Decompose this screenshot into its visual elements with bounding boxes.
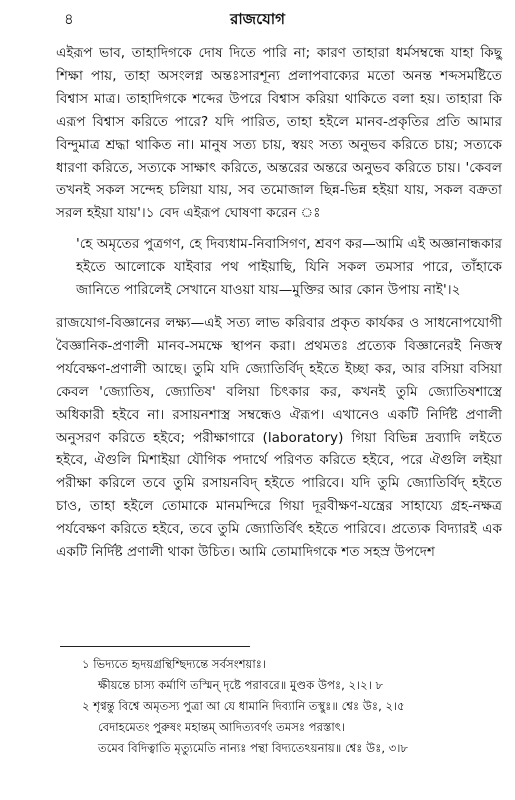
- main-text: [56, 42, 502, 572]
- footnote-2-line-1: ২ শৃণ্বন্তু বিশ্বে অমৃতস্য পুত্রা আ যে ধামানি দিব্যানি তস্থুঃ॥ শ্বেঃ উঃ, ২।৫: [82, 699, 405, 713]
- paragraph-3: রাজযোগ-বিজ্ঞানের লক্ষ্য—এই সত্য লাভ করিবার প্রকৃত কার্যকর ও সাধনোপযোগী বৈজ্ঞানিক-প্রণালী মানব-সমক্ষে স্থাপন করা। প্রথমতঃ প্রত্যেক বিজ্ঞানেরই নিজস্ব পর্যবেক্ষণ-প্রণালী আছে। তুমি যদি জ্যোতির্বিদ্ হইতে ইচ্ছা কর, আর বসিয়া বসিয়া কেবল 'জ্যোতিষ, জ্যোতিষ' বলিয়া চিৎকার কর, কখনই তুমি জ্যোতিষশাস্ত্রে অধিকারী হইবে না। রসায়নশাস্ত্র সম্বন্ধেও ঐরূপ। এখানেও একটি নির্দিষ্ট প্রণালী অনুসরণ করিতে হইবে; পরীক্ষাগারে (laboratory) গিয়া বিভিন্ন দ্রব্যাদি লইতে হইবে, ঐগুলি মিশাইয়া যৌগিক পদার্থে পরিণত করিতে হইবে, পরে ঐগুলি লইয়া পরীক্ষা করিলে তবে তুমি রসায়নবিদ্ হইতে পারিবে। যদি তুমি জ্যোতির্বিদ্ হইতে চাও, তাহা হইলে তোমাকে মানমন্দিরে গিয়া দূরবীক্ষণ-যন্ত্রের সাহায্যে গ্রহ-নক্ষত্র পর্যবেক্ষণ করিতে হইবে, তবে তুমি জ্যোতির্বিৎ হইতে পারিবে। প্রত্যেক বিদ্যারই এক একটি নির্দিষ্ট প্রণালী থাকা উচিত। আমি তোমাদিগকে শত সহস্র উপদেশ: [56, 314, 502, 561]
- footnotes: [82, 654, 502, 759]
- footnote-1-line-2: ক্ষীয়ন্তে চাস্য কর্মাণি তস্মিন্ দৃষ্টে পরাবরে॥ মুণ্ডক উপঃ, ২।২। ৮: [98, 678, 384, 692]
- paragraph-1: এইরূপ ভাব, তাহাদিগকে দোষ দিতে পারি না; কারণ তাহারা ধর্মসম্বন্ধে যাহা কিছু শিক্ষা পায়, তাহা অসংলগ্ন অন্তঃসারশূন্য প্রলাপবাক্যের মতো অনন্ত শব্দসমষ্টিতে বিশ্বাস মাত্র। তাহাদিগকে শব্দের উপরে বিশ্বাস করিয়া থাকিতে বলা হয়। তাহারা কি এরূপ বিশ্বাস করিতে পারে? যদি পারিত, তাহা হইলে মানব-প্রকৃতির প্রতি আমার বিন্দুমাত্র শ্রদ্ধা থাকিত না। মানুষ সত্য চায়, স্বয়ং সত্য অনুভব করিতে চায়; সত্যকে ধারণা করিতে, সত্যকে সাক্ষাৎ করিতে, অন্তরের অন্তরে অনুভব করিতে চায়। 'কেবল তখনই সকল সন্দেহ চলিয়া যায়, সব তমোজাল ছিন্ন-ভিন্ন হইয়া যায়, সকল বক্রতা সরল হইয়া যায়'।১ বেদ এইরূপ ঘোষণা করেন ঃ: [56, 45, 502, 222]
- footnote-2-line-3: তমেব বিদিত্বাতি মৃত্যুমেতি নান্যঃ পন্থা বিদ্যতেঽয়নায়॥ শ্বেঃ উঃ, ৩।৮: [98, 741, 408, 755]
- footnote-1-line-1: ১ ভিদ্যতে হৃদয়গ্রন্থিশ্ছিদ্যন্তে সর্বসংশয়াঃ।: [82, 657, 267, 671]
- footnote-2-line-2: বেদাহমেতং পুরুষং মহান্তম্ আদিত্যবর্ণং তমসঃ পরস্তাৎ।: [98, 720, 346, 734]
- running-title: রাজযোগ: [230, 10, 285, 28]
- vedic-quote-paragraph: 'হে অমৃতের পুত্রগণ, হে দিব্যধাম-নিবাসিগণ, শ্রবণ কর—আমি এই অজ্ঞানান্ধকার হইতে আলোকে যাইবার পথ পাইয়াছি, যিনি সকল তমসার পারে, তাঁহাকে জানিতে পারিলেই সেখানে যাওয়া যায়—মুক্তির আর কোন উপায় নাই'।২: [76, 236, 502, 299]
- page-number: ৪: [64, 10, 74, 28]
- footnote-divider: [60, 646, 250, 647]
- page-header: [0, 4, 515, 30]
